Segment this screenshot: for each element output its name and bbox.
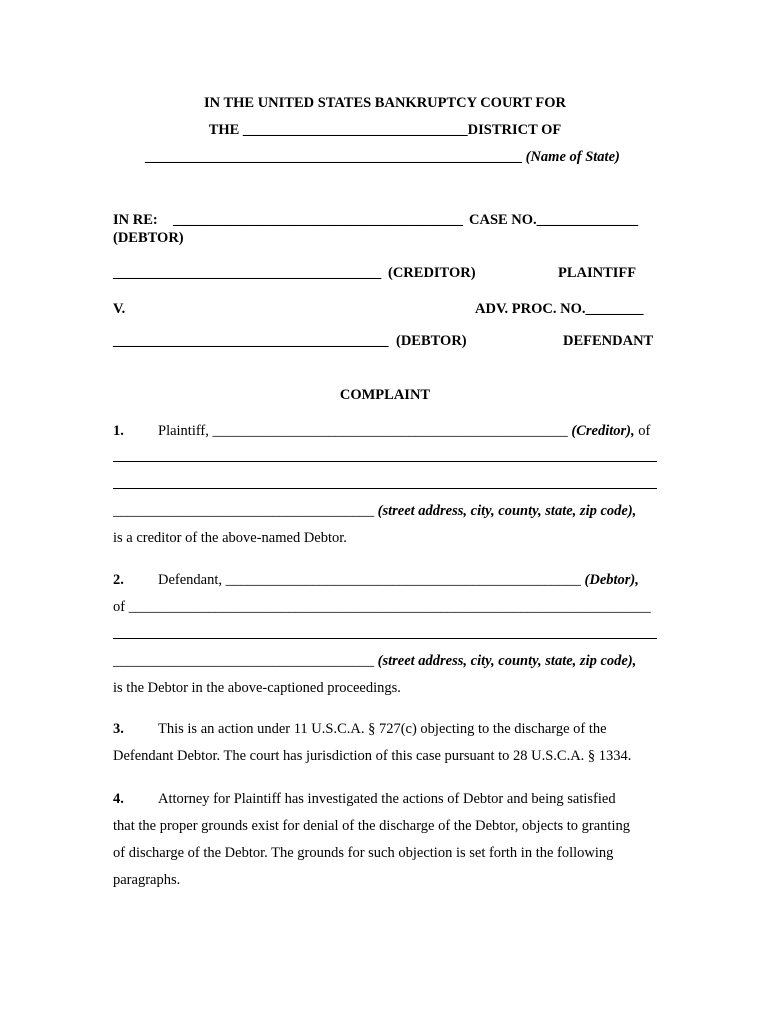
para3-number: 3. — [113, 721, 124, 737]
para1-address-row — [113, 502, 636, 520]
defendant-address-blank[interactable]: ____________________________________ — [113, 653, 374, 669]
para2-address-row — [113, 652, 636, 670]
para3-line1: This is an action under 11 U.S.C.A. § 727(c) objecting to the discharge of the — [158, 721, 607, 737]
plaintiff-name-field[interactable]: Plaintiff, _________________________________________________ — [158, 423, 568, 439]
address-format-label-2: (street address, city, county, state, zip code), — [377, 653, 637, 669]
in-re-blank[interactable]: ________________________________________ — [173, 212, 463, 228]
defendant-of-field[interactable]: of ________________________________________________________________________ — [113, 599, 651, 615]
para4-line4: paragraphs. — [113, 872, 181, 888]
para2-line1 — [158, 571, 639, 589]
complaint-title: COMPLAINT — [339, 387, 431, 403]
court-title-line1: IN THE UNITED STATES BANKRUPTCY COURT FOR — [203, 95, 567, 111]
court-title-line2: THE _______________________________DISTRICT OF — [208, 122, 562, 138]
para4-number: 4. — [113, 791, 124, 807]
defendant-address-line1[interactable] — [113, 638, 657, 639]
para1-tail: is a creditor of the above-named Debtor. — [113, 530, 347, 546]
plaintiff-address-blank[interactable]: ____________________________________ — [113, 503, 374, 519]
defendant-label: DEFENDANT — [563, 333, 654, 349]
creditor-label: (CREDITOR) — [388, 265, 476, 281]
case-number-field[interactable]: CASE NO.______________ — [469, 212, 639, 228]
para4-line3: of discharge of the Debtor. The grounds for such objection is set forth in the following — [113, 845, 614, 861]
state-name-label: (Name of State) — [525, 149, 620, 165]
para4-line1: Attorney for Plaintiff has investigated the actions of Debtor and being satisfied — [158, 791, 616, 807]
plaintiff-address-line2[interactable] — [113, 488, 657, 489]
in-re-label: IN RE: — [113, 212, 158, 228]
plaintiff-address-line1[interactable] — [113, 461, 657, 462]
para3-line2: Defendant Debtor. The court has jurisdiction of this case pursuant to 28 U.S.C.A. § 1334. — [113, 748, 632, 764]
defendant-name-field[interactable]: Defendant, _________________________________________________ — [158, 572, 581, 588]
para4-line2: that the proper grounds exist for denial of the discharge of the Debtor, objects to granting — [113, 818, 630, 834]
state-name-blank[interactable]: ____________________________________________________ — [145, 149, 522, 165]
creditor-blank[interactable]: _____________________________________ — [113, 265, 382, 281]
debtor-blank[interactable]: ______________________________________ — [113, 333, 389, 349]
para1-line1 — [158, 422, 650, 440]
creditor-italic-label: (Creditor), — [571, 423, 635, 439]
para1-number: 1. — [113, 423, 124, 439]
para2-number: 2. — [113, 572, 124, 588]
address-format-label: (street address, city, county, state, zip code), — [377, 503, 637, 519]
para2-tail: is the Debtor in the above-captioned proceedings. — [113, 680, 401, 696]
state-name-line — [145, 148, 620, 166]
debtor-italic-label: (Debtor), — [584, 572, 639, 588]
plaintiff-label: PLAINTIFF — [558, 265, 637, 281]
versus-label: V. — [113, 301, 126, 317]
debtor-label-2: (DEBTOR) — [396, 333, 467, 349]
debtor-label: (DEBTOR) — [113, 230, 184, 246]
para1-of: of — [638, 423, 651, 439]
adv-proc-number-field[interactable]: ADV. PROC. NO.________ — [475, 301, 644, 317]
